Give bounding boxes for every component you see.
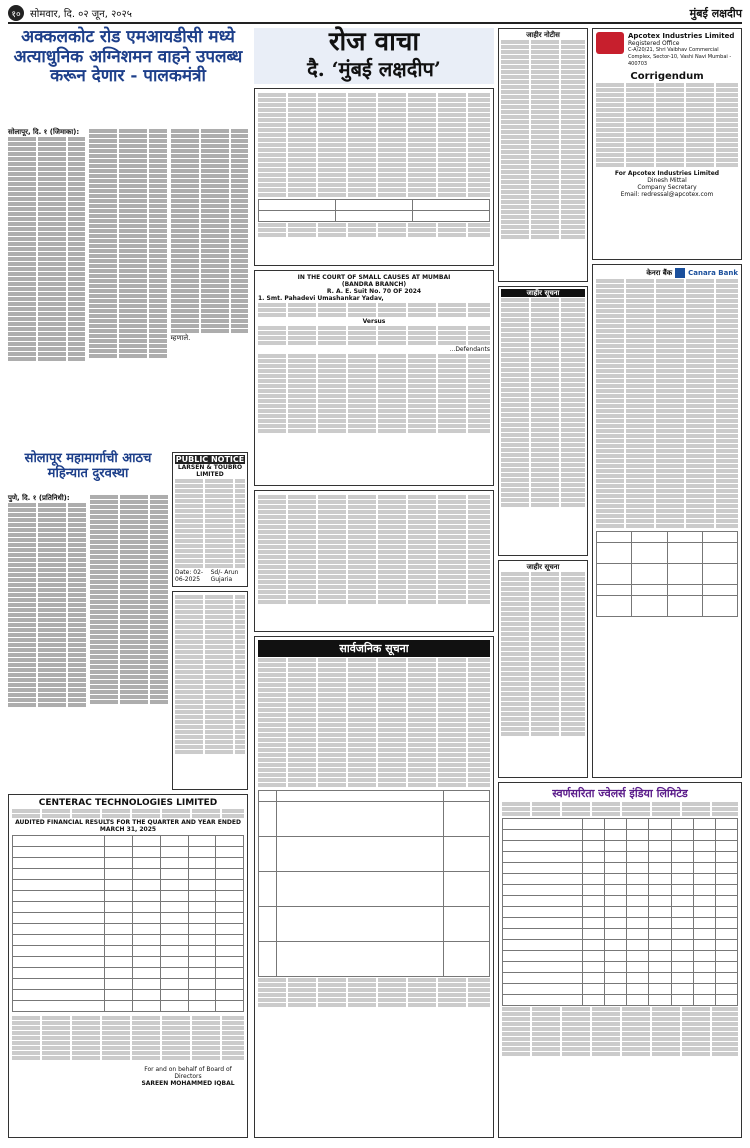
apcotex-notice (592, 28, 742, 260)
paper-name: मुंबई लक्षदीप (689, 6, 742, 20)
sarvajanik-suchana (254, 636, 494, 1138)
centerac-signatory: SAREEN MOHAMMED IQBAL (141, 1080, 235, 1087)
main-story-end: म्हणाले. (170, 334, 191, 342)
canara-name-mr: केनरा बैंक (646, 269, 673, 277)
main-story-dateline: सोलापूर, दि. १ (जिमाका): (8, 128, 80, 136)
jahir-suchana-1 (498, 286, 588, 556)
centerac-table (12, 835, 244, 1012)
court-notice (254, 270, 494, 486)
court-defendants: ...Defendants (449, 346, 490, 353)
sarvajanik-title: सार्वजनिक सूचना (258, 640, 490, 657)
public-notice-title: PUBLIC NOTICE (175, 455, 245, 464)
jahir-suchana-2 (498, 560, 588, 778)
marathi-notice-2 (254, 490, 494, 632)
jahir-notice-1-title: जाहीर नोटीस (526, 31, 560, 39)
jahir-suchana-1-title: जाहीर सूचना (501, 289, 585, 297)
main-story-headline: अक्कलकोट रोड एमआयडीसी मध्ये अत्याधुनिक अग्निशमन वाहने उपलब्ध करून देणार - पालकमंत्री (13, 27, 243, 87)
apcotex-signatory: Dinesh Mittal (647, 177, 687, 184)
rojvacha-subtitle: दै. ‘मुंबई लक्षदीप’ (307, 56, 441, 81)
page-header (8, 4, 742, 24)
apcotex-corrigendum: Corrigendum (630, 71, 704, 82)
apcotex-company: Apcotex Industries Limited (628, 32, 735, 40)
jahir-suchana-2-title: जाहीर सूचना (526, 563, 560, 571)
court-case: R. A. E. Suit No. 70 OF 2024 (326, 288, 422, 295)
centerac-title: AUDITED FINANCIAL RESULTS FOR THE QUARTER AND YEAR ENDED MARCH 31, 2025 (15, 819, 241, 833)
centerac-for: For and on behalf of Board of Directors (144, 1066, 232, 1080)
swarnsarita-company: स्वर्णसरिता ज्वेलर्स इंडिया लिमिटेड (552, 787, 688, 800)
public-notice (172, 452, 248, 587)
canara-name-en: Canara Bank (688, 269, 738, 277)
second-story-dateline: पुणे, दि. १ (प्रतिनिधी): (8, 494, 70, 502)
centerac-results (8, 794, 248, 1138)
rojvacha-title: रोज वाचा (328, 27, 420, 57)
date-line: सोमवार, दि. ०२ जून, २०२५ (30, 9, 132, 20)
canara-notice (592, 264, 742, 778)
rojvacha-ad (254, 28, 494, 84)
court-subtitle: (BANDRA BRANCH) (341, 281, 407, 288)
swarnsarita-table (502, 818, 738, 1006)
marathi-court-notice (254, 88, 494, 266)
second-story-body (8, 494, 168, 790)
public-notice-company: LARSEN & TOUBRO LIMITED (177, 464, 243, 478)
public-notice-date: Date: 02-06-2025 (175, 569, 204, 583)
main-story (8, 28, 248, 87)
public-notice-sign: Sd/- Arun Gujaria (210, 569, 239, 583)
apcotex-email: Email: redressal@apcotex.com (620, 191, 714, 198)
jahir-notice-1 (498, 28, 588, 282)
page-number: १० (8, 5, 24, 21)
apcotex-address: C-A/20/21, Shri Vaibhav Commercial Complex, Sector-10, Vashi Navi Mumbai - 400703 (628, 47, 732, 67)
apcotex-reg: Registered Office (628, 40, 680, 47)
court-title: IN THE COURT OF SMALL CAUSES AT MUMBAI (297, 274, 451, 281)
marathi-notice (172, 591, 248, 790)
canara-logo-icon (675, 268, 685, 278)
second-story (8, 452, 168, 482)
apcotex-for: For Apcotex Industries Limited (614, 170, 720, 177)
main-story-body (8, 128, 248, 446)
court-vs: Versus (362, 318, 386, 325)
centerac-company: CENTERAC TECHNOLOGIES LIMITED (38, 798, 218, 808)
swarnsarita-results (498, 782, 742, 1138)
apcotex-designation: Company Secretary (637, 184, 697, 191)
second-story-headline: सोलापूर महामार्गाची आठच महिन्यात दुरवस्था (24, 451, 152, 481)
court-party: 1. Smt. Pahadevi Umashankar Yadav, (258, 295, 384, 302)
apcotex-logo-icon (596, 32, 624, 54)
